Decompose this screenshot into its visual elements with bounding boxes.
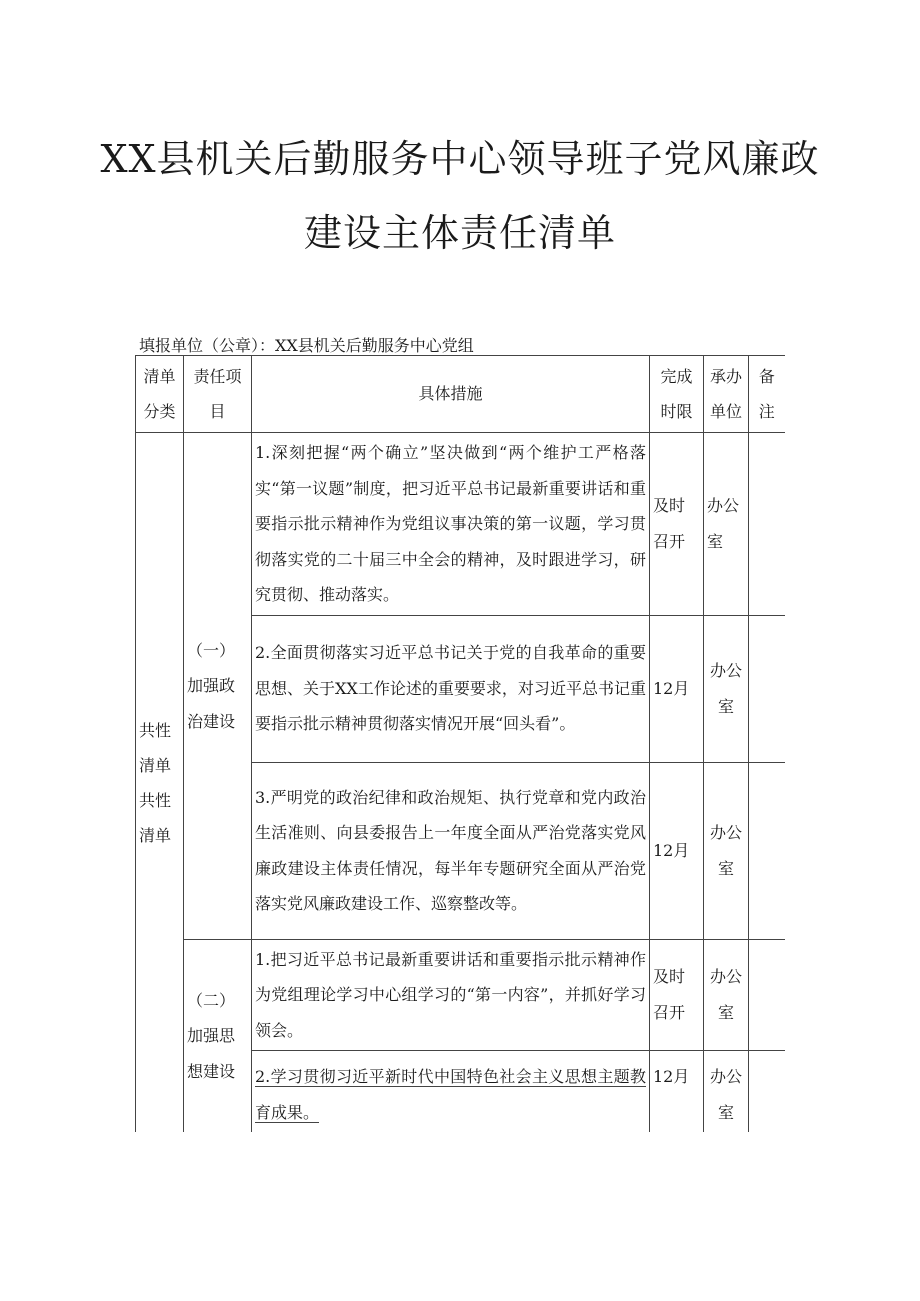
remark-cell [749,939,785,1051]
office-cell: 办公室 [704,615,749,762]
measure-cell [252,1051,650,1133]
measure-cell: 2.全面贯彻落实习近平总书记关于党的自我革命的重要思想、关于XX工作论述的重要要求，对习近平总书记重要指示批示精神贯彻落实情况开展“回头看”。 [252,615,650,762]
table-row [136,433,785,616]
group-item-cell: （一）加强政治建设 [184,433,252,940]
measure-cell: 3.严明党的政治纪律和政治规矩、执行党章和党内政治生活准则、向县委报告上一年度全面从严治党落实党风廉政建设主体责任情况，每半年专题研究全面从严治党落实党风廉政建设工作、巡察整改等。 [252,762,650,939]
measure-cell: 1.把习近平总书记最新重要讲话和重要指示批示精神作为党组理论学习中心组学习的“第一内容”，并抓好学习领会。 [252,939,650,1051]
responsibility-table [135,355,785,1132]
header-office: 承办单位 [704,356,749,433]
header-remark: 备注 [749,356,785,433]
header-category: 清单分类 [136,356,184,433]
office-cell: 办公室 [704,939,749,1051]
office-cell: 办公室 [704,433,749,616]
category-cell: 共性清单共性清单 [136,433,184,1133]
deadline-cell: 及时召开 [650,433,704,616]
remark-cell [749,615,785,762]
remark-cell [749,762,785,939]
deadline-cell: 12月 [650,615,704,762]
measure-text: 2.学习贯彻习近平新时代中国特色社会主义思想主题教育成果。 [255,1067,646,1122]
table-row [136,939,785,1051]
header-item: 责任项目 [184,356,252,433]
header-deadline: 完成时限 [650,356,704,433]
header-measures: 具体措施 [252,356,650,433]
office-cell: 办公室 [704,1051,749,1133]
table-header-row [136,356,785,433]
deadline-cell: 12月 [650,1051,704,1133]
document-title-line-2: 建设主体责任清单 [303,211,616,255]
measure-cell: 1.深刻把握“两个确立”坚决做到“两个维护工严格落实“第一议题”制度，把习近平总书记最新重要讲话和重要指示批示精神作为党组议事决策的第一议题，学习贯彻落实党的二十届三中全会的精神，及时跟进学习，研究贯彻、推动落实。 [252,433,650,616]
group-item-cell: （二）加强思想建设 [184,939,252,1132]
deadline-cell: 12月 [650,762,704,939]
remark-cell [749,1051,785,1133]
office-cell: 办公室 [704,762,749,939]
remark-cell [749,433,785,616]
document-title-line-1: XX县机关后勤服务中心领导班子党风廉政 [100,137,820,181]
deadline-cell: 及时召开 [650,939,704,1051]
fill-unit-label: 填报单位（公章）：XX县机关后勤服务中心党组 [139,336,474,355]
